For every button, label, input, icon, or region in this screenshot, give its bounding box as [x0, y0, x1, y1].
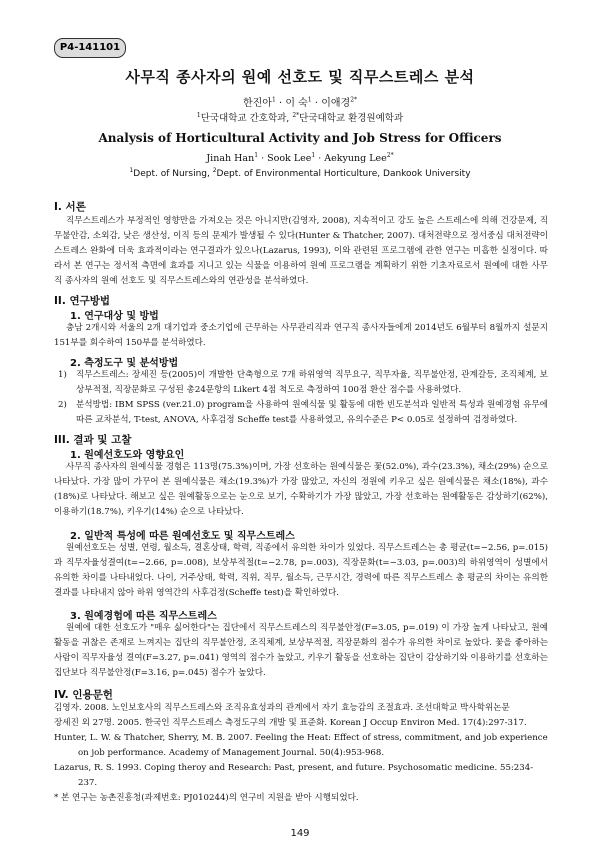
list-number: 1) — [58, 370, 67, 380]
title-english: Analysis of Horticultural Activity and Job Stress for Officers — [98, 131, 502, 145]
author-sup: 2* — [350, 96, 358, 104]
funding-note: * 본 연구는 농촌진흥청(과제번호: PJ010244)의 연구비 지원을 받아 시행되었다. — [54, 793, 359, 803]
affil-sup: 2* — [292, 111, 300, 119]
affil-sup: 1 — [129, 167, 134, 174]
list-number: 2) — [58, 400, 67, 410]
list-text: 직무스트레스: 장세진 등(2005)이 개발한 단축형으로 7개 하위영역 직무요구, 직무자율, 직무불안정, 관계갈등, 조직체계, 보상부적절, 직장문화로 구성된 총24문항의 Likert 4점 척도로 측정하여 100점 환산 점수를 사용하였다. — [76, 370, 548, 395]
authors-english: Jinah Han$^1$ · Sook Lee$^1$ · Aekyung Lee$^{2*}$ — [206, 151, 394, 164]
author-name: 이 숙 — [285, 98, 308, 109]
page-number: 149 — [290, 828, 310, 839]
subsection-heading-tools: 2. 측정도구 및 분석방법 — [70, 358, 179, 369]
affil-text: Dept. of Environmental Horticulture, Dankook University — [216, 169, 471, 179]
author-sup: 1 — [307, 96, 312, 104]
intro-paragraph: 직무스트레스가 부정적인 영향만을 가져오는 것은 아니지만(김영자, 2008), 지속적이고 강도 높은 스트레스에 의해 건강문제, 직무불안감, 소외감, 낮은 생산성, 이직 등의 문제가 발생될 수 있다(Hunter & Thatcher, 2007). 대처전략으로 정서중심 대처전략이 스트레스 완화에 더욱 효과적이라는 연구결과가 있으나(Lazarus, 1993), 이와 관련된 프로그램에 관한 연구는 미흡한 실정이다. 따라서 본 연구는 정서적 측면에 효과를 지니고 있는 식물을 이용하여 원예 프로그램을 계획하기 위한 기초자료로서 원예에 대한 사무직 종사자의 원예 선호도 및 직무스트레스와의 연관성을 분석하였다. — [54, 216, 548, 286]
subsection-heading-preference: 1. 원예선호도와 영향요인 — [70, 450, 185, 461]
preference-paragraph: 사무직 종사자의 원예식물 경험은 113명(75.3%)이며, 가장 선호하는 원예식물은 꽃(52.0%), 과수(23.3%), 채소(29%) 순으로 나타났다. 가장 많이 가꾸어 본 원예식물은 채소(19.3%)가 가장 많았고, 자신의 정원에 키우고 싶은 원예식물은 채소(18%), 과수(18%)로 나타났다. 해보고 싶은 원예활동으로는 눈으로 보기, 수확하기가 가장 많았고, 가장 선호하는 원예활동은 감상하기(62%), 이용하기(18.7%), 키우기(14%) 순으로 나타났다. — [54, 462, 548, 517]
list-item — [54, 398, 548, 428]
author-name: Sook Lee — [267, 153, 312, 164]
section-heading-references: IV. 인용문헌 — [54, 689, 113, 701]
authors-korean: 한진아$^1$ · 이 숙$^1$ · 이애경$^{2*}$ — [242, 96, 358, 109]
reference-item: Hunter, L. W. & Thatcher, Sherry, M. B. 2007. Feeling the Heat: Effect of stress, commitment, and job experience on job performance. Academy of Management Journal. 50(4):953-968. — [54, 733, 548, 758]
author-sup: 2* — [386, 151, 394, 159]
author-name: Jinah Han — [206, 153, 255, 164]
list-item — [54, 368, 548, 398]
affil-text: Dept. of Nursing, — [133, 169, 213, 179]
affil-text: 단국대학교 환경원예학과 — [299, 113, 404, 124]
abstract-id-badge: P4-141101 — [54, 38, 126, 58]
reference-list — [54, 701, 548, 806]
characteristics-paragraph: 원예선호도는 성별, 연령, 월소득, 결혼상태, 학력, 직종에서 유의한 차이가 있었다. 직무스트레스는 총 평균(t=−2.56, p=.015)과 직무자율성결여(t=−2.66, p=.008), 보상부적절(t=−2.78, p=.003), 직장문화(t=−3.03, p=.003)의 하위영역이 성별에서 유의한 차이를 나타내었다. 나이, 거주상태, 학력, 직위, 직무, 월소득, 근무시간, 경력에 따른 직무스트레스 총 평균의 차이는 유의한 결과를 나타내지 않아 하위 영역간의 사후검정(Scheffe test)을 확인하였다. — [54, 543, 548, 598]
reference-item: 김영자. 2008. 노인보호사의 직무스트레스와 조직유효성과의 관계에서 자기 효능감의 조절효과. 조선대학교 박사학위논문 — [54, 703, 510, 713]
section-heading-intro: I. 서론 — [54, 201, 86, 213]
section-heading-methods: II. 연구방법 — [54, 295, 111, 307]
subsection-heading-characteristics: 2. 일반적 특성에 따른 원예선호도 및 직무스트레스 — [70, 531, 295, 542]
reference-item: Lazarus, R. S. 1993. Coping theroy and Research: Past, present, and future. Psychosomatic medicine. 55:234-237. — [54, 763, 534, 788]
affil-text: 단국대학교 간호학과, — [200, 113, 293, 124]
author-sup: 1 — [254, 151, 259, 159]
title-korean: 사무직 종사자의 원예 선호도 및 직무스트레스 분석 — [125, 68, 475, 86]
affiliation-english — [0, 169, 600, 179]
section-heading-results: III. 결과 및 고찰 — [54, 434, 132, 446]
author-sup: 1 — [311, 151, 316, 159]
subsection-heading-experience: 3. 원예경험에 따른 직무스트레스 — [70, 611, 217, 622]
subjects-paragraph: 충남 2개시와 서울의 2개 대기업과 중소기업에 근무하는 사무관리직과 연구직 종사자들에게 2014년도 6월부터 8월까지 설문지 151부를 회수하여 150부를 분석하였다. — [54, 323, 548, 348]
author-sup: 1 — [271, 96, 276, 104]
author-name: 이애경 — [321, 98, 351, 109]
list-text: 분석방법: IBM SPSS (ver.21.0) program을 사용하여 원예식물 및 활동에 대한 빈도분석과 일반적 특성과 원예경험 유무에 따른 교차분석, T-test, ANOVA, 사후검정 Scheffe test를 사용하였고, 유의수준은 P< 0.05로 설정하여 검정하였다. — [76, 400, 548, 425]
reference-item: 장세진 외 27명. 2005. 한국인 직무스트레스 측정도구의 개발 및 표준화. Korean J Occup Environ Med. 17(4):297-317. — [54, 718, 527, 728]
affil-sup: 2 — [212, 167, 217, 174]
affiliation-korean — [0, 110, 600, 124]
subsection-heading-subjects: 1. 연구대상 및 방법 — [70, 311, 159, 322]
methods-list — [54, 368, 548, 428]
affil-sup: 1 — [196, 111, 201, 119]
experience-paragraph: 원예에 대한 선호도가 "매우 싫어한다"는 집단에서 직무스트레스의 직무불안정(F=3.05, p=.019) 이 가장 높게 나타났고, 원예활동을 귀찮은 존재로 느껴지는 집단의 직무불안정, 조직체계, 보상부적절, 직장문화의 점수가 유의한 차이로 높았다. 꽃을 좋아하는 사람이 직무자율성 결여(F=3.27, p=.041) 영역의 점수가 높았고, 키우기 활동을 선호하는 집단이 감상하기와 이용하기를 선호하는 집단보다 직무불안정(F=3.16, p=.045) 점수가 높았다. — [54, 623, 548, 678]
author-name: 한진아 — [242, 98, 272, 109]
author-name: Aekyung Lee — [324, 153, 387, 164]
